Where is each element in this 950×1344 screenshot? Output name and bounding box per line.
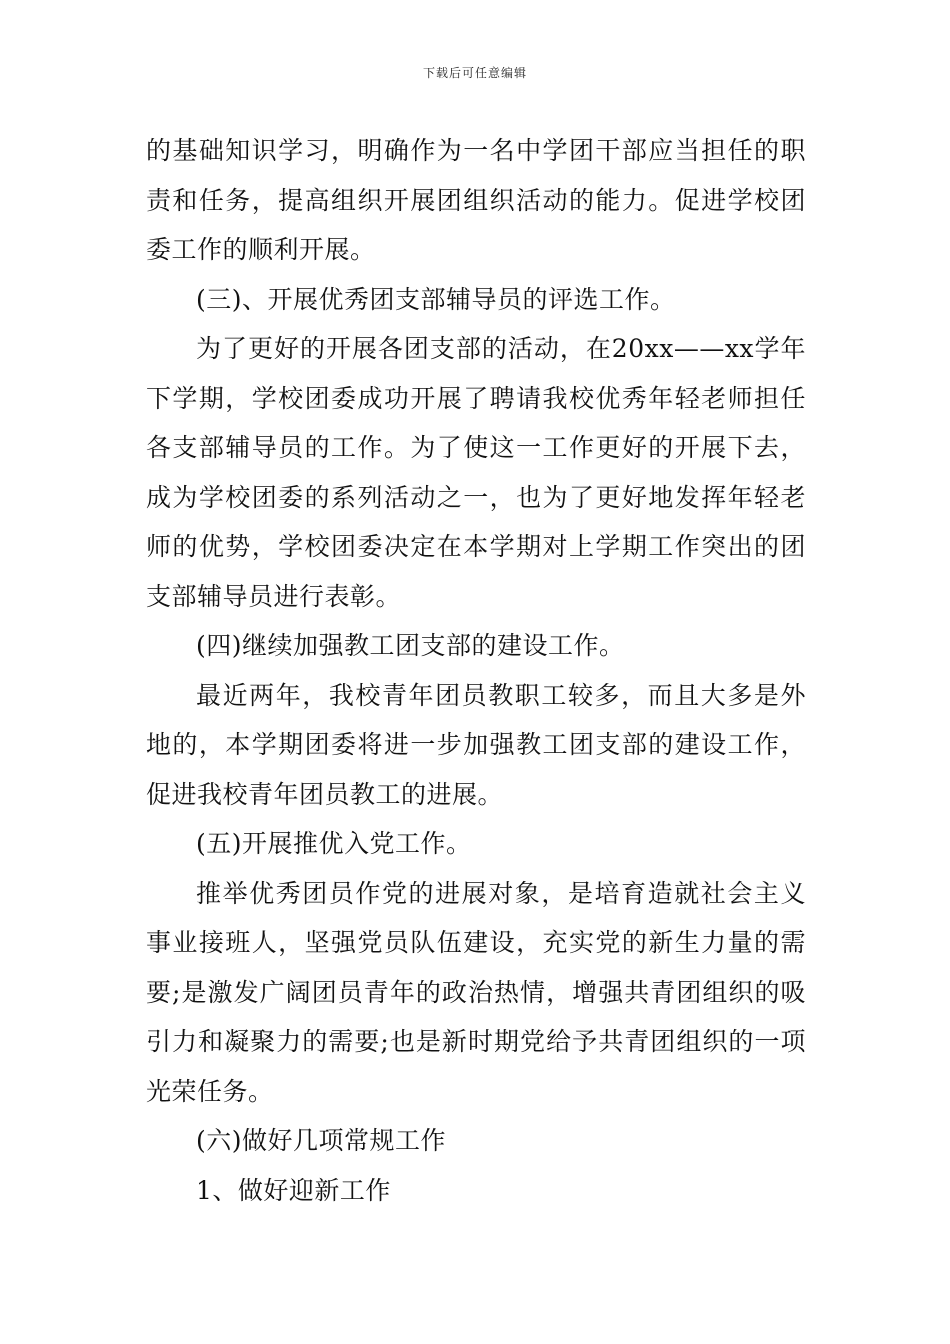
section-heading-5: (五)开展推优入党工作。: [196, 829, 472, 858]
page-header: 下载后可任意编辑: [422, 66, 527, 80]
paragraph-staff-branch: 最近两年，我校青年团员教职工较多，而且大多是外地的，本学期团委将进一步加强教工团支部的建设工作，促进我校青年团员教工的进展。: [146, 680, 806, 809]
section-heading-4: (四)继续加强教工团支部的建设工作。: [196, 631, 625, 660]
paragraph-counselor-selection: 为了更好的开展各团支部的活动，在20xx——xx学年下学期，学校团委成功开展了聘请我校优秀年轻老师担任各支部辅导员的工作。为了使这一工作更好的开展下去，成为学校团委的系列活动之一，也为了更好地发挥年轻老师的优势，学校团委决定在本学期对上学期工作突出的团支部辅导员进行表彰。: [146, 334, 806, 611]
section-heading-3: (三)、开展优秀团支部辅导员的评选工作。: [196, 284, 676, 314]
section-heading-6: (六)做好几项常规工作: [196, 1126, 447, 1155]
paragraph-party-recommendation: 推举优秀团员作党的进展对象，是培育造就社会主义事业接班人，坚强党员队伍建设，充实党的新生力量的需要;是激发广阔团员青年的政治热情，增强共青团组织的吸引力和凝聚力的需要;也是新时期党给予共青团组织的一项光荣任务。: [146, 878, 806, 1106]
document-body: [146, 126, 806, 1215]
paragraph-continuation: 的基础知识学习，明确作为一名中学团干部应当担任的职责和任务，提高组织开展团组织活动的能力。促进学校团委工作的顺利开展。: [146, 136, 806, 264]
sub-item-1: 1、做好迎新工作: [196, 1175, 391, 1205]
